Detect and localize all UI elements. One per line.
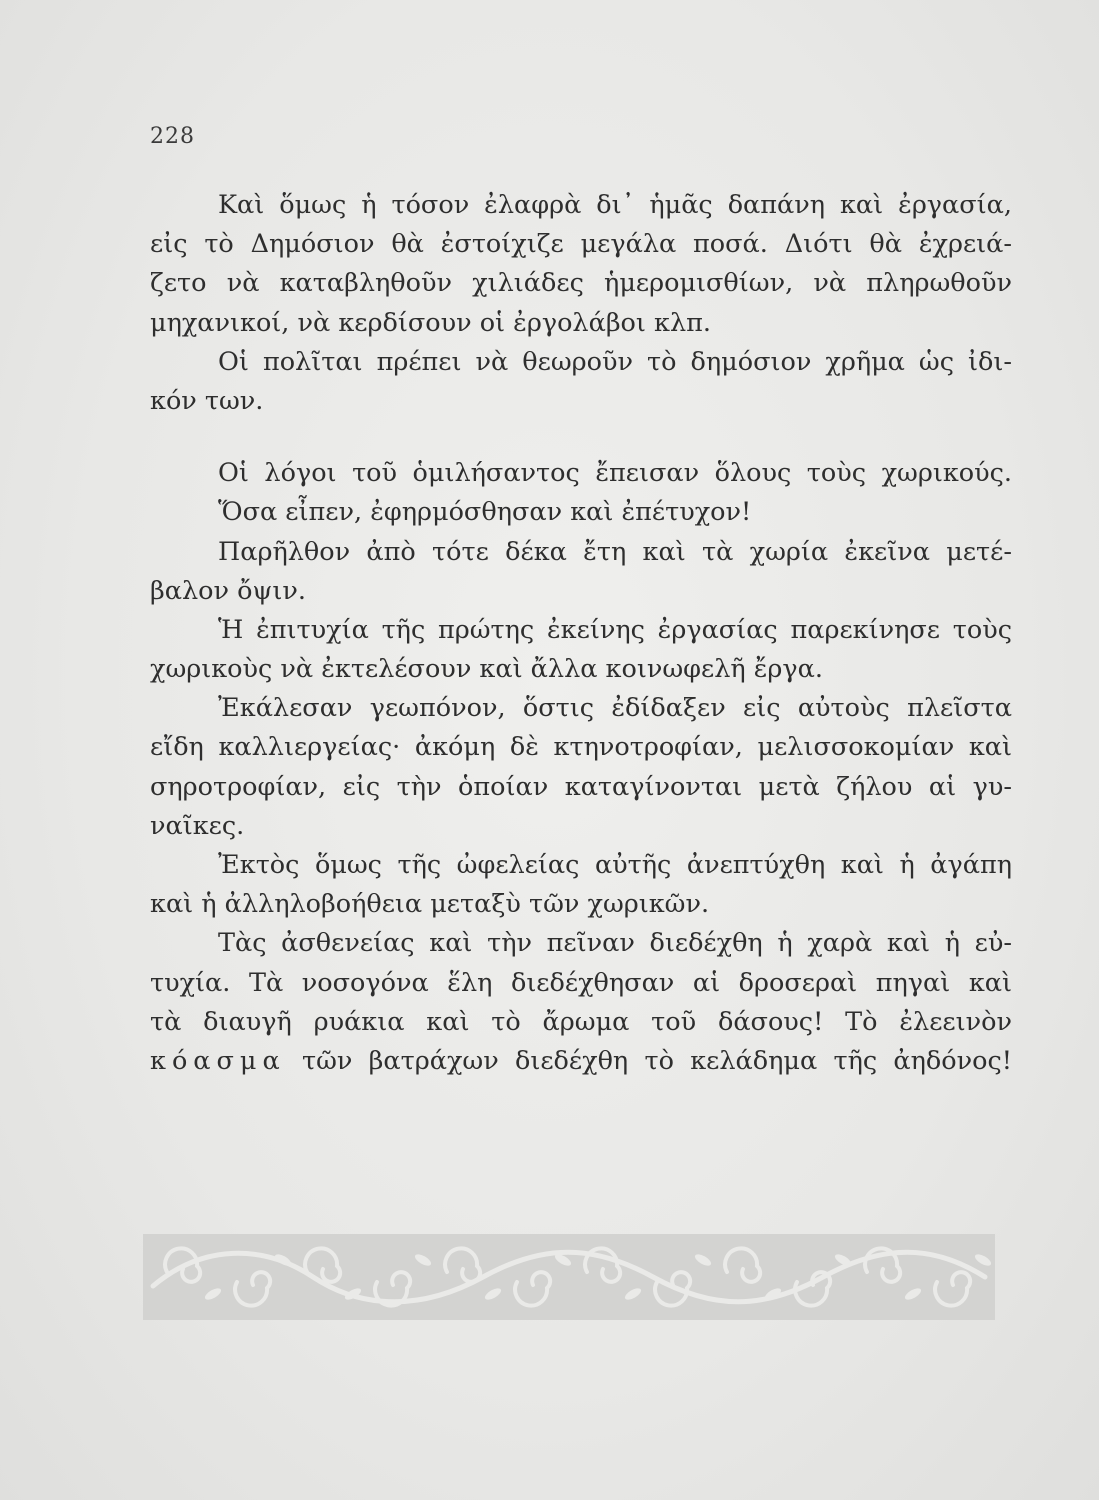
text-line: Τὰς ἀσθενείας καὶ τὴν πεῖναν διεδέχθη ἡ χαρὰ καὶ ἡ εὐ-	[218, 928, 1012, 959]
text-line: καὶ ἡ ἀλληλοβοήθεια μεταξὺ τῶν χωρικῶν.	[150, 889, 710, 920]
text-line: χωρικοὺς νὰ ἐκτελέσουν καὶ ἄλλα κοινωφελῆ ἔργα.	[150, 654, 823, 685]
text-line-final	[150, 1042, 1012, 1081]
text-line-tail: τῶν βατράχων διεδέχθη τὸ κελάδημα τῆς ἀηδόνος!	[285, 1045, 1012, 1076]
text-line: Παρῆλθον ἀπὸ τότε δέκα ἔτη καὶ τὰ χωρία ἐκεῖνα μετέ-	[218, 536, 1012, 567]
text-line: Ὅσα εἶπεν, ἐφηρμόσθησαν καὶ ἐπέτυχον!	[218, 497, 752, 528]
text-line: Ἐκτὸς ὅμως τῆς ὠφελείας αὐτῆς ἀνεπτύχθη καὶ ἡ ἀγάπη	[218, 850, 1012, 880]
text-line: μηχανικοί, νὰ κερδίσουν οἱ ἐργολάβοι κλπ.	[150, 307, 711, 338]
text-line: ζετο νὰ καταβληθοῦν χιλιάδες ἡμερομισθίων, νὰ πληρωθοῦν	[150, 268, 1012, 299]
text-line: Οἱ λόγοι τοῦ ὁμιλήσαντος ἔπεισαν ὅλους τοὺς χωρικούς.	[218, 458, 1012, 489]
text-line: Καὶ ὅμως ἡ τόσον ἐλαφρὰ δι᾿ ἡμᾶς δαπάνη καὶ ἐργασία,	[218, 190, 1012, 220]
text-line: βαλον ὄψιν.	[150, 575, 307, 606]
body-text	[150, 186, 1012, 1081]
text-line: Ἐκάλεσαν γεωπόνον, ὅστις ἐδίδαξεν εἰς αὐτοὺς πλεῖστα	[218, 693, 1012, 724]
text-line: σηροτροφίαν, εἰς τὴν ὁποίαν καταγίνονται μετὰ ζήλου αἱ γυ-	[150, 771, 1012, 802]
text-line: ναῖκες.	[150, 810, 245, 841]
scroll-ornament	[143, 1234, 995, 1320]
page-number: 228	[150, 124, 195, 149]
text-line: Ἡ ἐπιτυχία τῆς πρώτης ἐκείνης ἐργασίας παρεκίνησε τοὺς	[218, 614, 1012, 645]
text-line: εἴδη καλλιεργείας· ἀκόμη δὲ κτηνοτροφίαν, μελισσοκομίαν καὶ	[150, 732, 1012, 763]
text-line: κόν των.	[150, 385, 264, 416]
text-line: εἰς τὸ Δημόσιον θὰ ἐστοίχιζε μεγάλα ποσά. Διότι θὰ ἐχρειά-	[150, 229, 1012, 260]
text-line: Οἱ πολῖται πρέπει νὰ θεωροῦν τὸ δημόσιον χρῆμα ὡς ἰδι-	[218, 346, 1012, 377]
text-line: τὰ διαυγῆ ρυάκια καὶ τὸ ἄρωμα τοῦ δάσους! Τὸ ἐλεεινὸν	[150, 1006, 1012, 1037]
text-line: τυχία. Τὰ νοσογόνα ἕλη διεδέχθησαν αἱ δροσεραὶ πηγαὶ καὶ	[150, 967, 1012, 998]
spaced-word: κόασμα	[150, 1045, 286, 1076]
